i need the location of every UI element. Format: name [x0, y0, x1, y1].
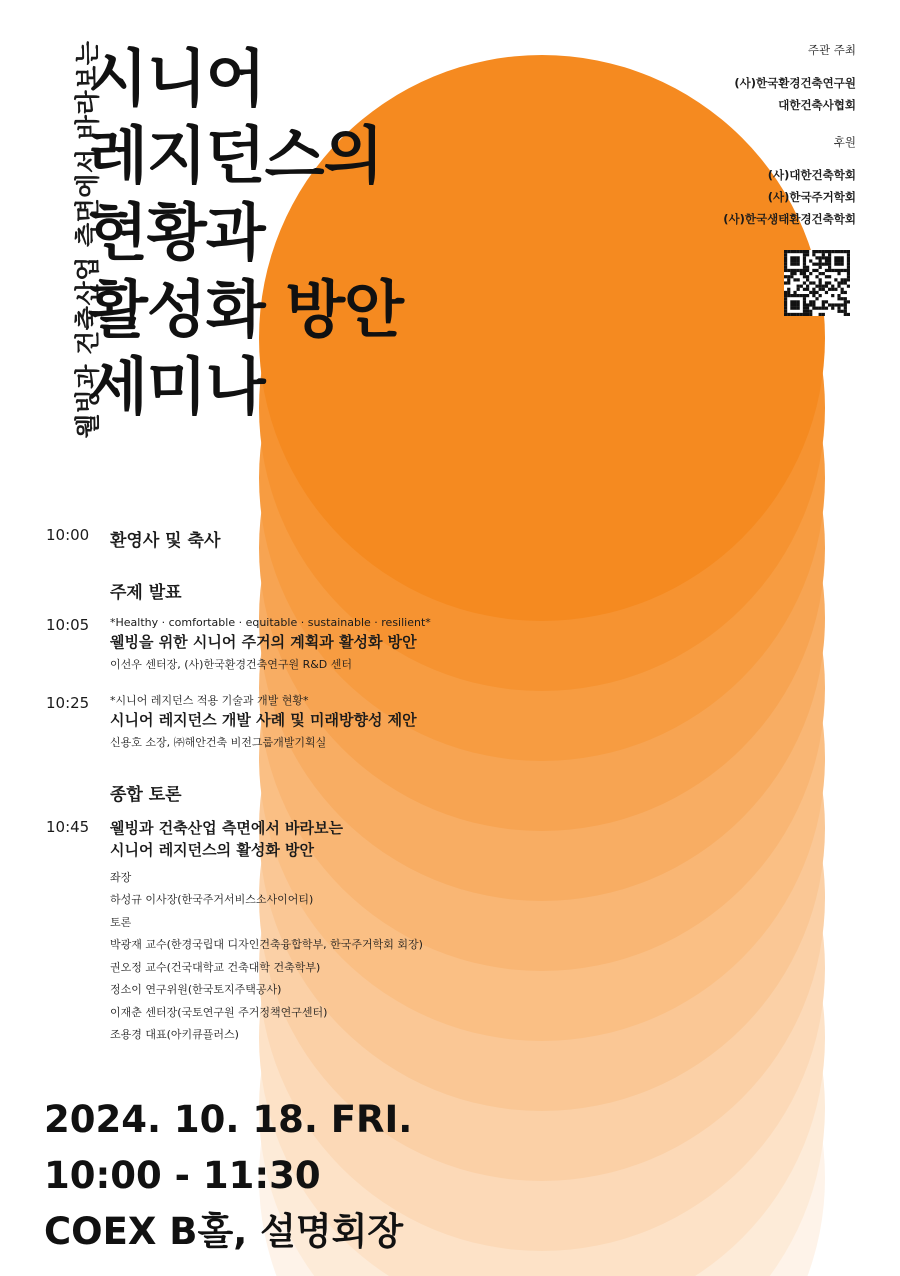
sponsor-item: (사)한국생태환경건축학회	[723, 212, 856, 226]
event-venue: COEX B홀, 설명회장	[44, 1210, 404, 1253]
host-item: 대한건축사협회	[778, 98, 856, 112]
event-info	[44, 1092, 412, 1260]
chair-name: 하성규 이사장(한국주거서비스소사이어티)	[110, 893, 314, 906]
seminar-title	[88, 40, 528, 425]
title-line: 세미나	[88, 350, 265, 423]
talk-speaker: 신용호 소장, ㈜해안건축 비전그룹개발기획실	[110, 736, 327, 749]
vertical-subtitle-text: 웰빙과 건축산업 측면에서 바라보는	[73, 40, 102, 438]
discussant-label: 토론	[110, 915, 132, 929]
time-label: 10:45	[46, 818, 90, 836]
title-line: 레지던스의	[88, 119, 383, 192]
program-schedule	[46, 526, 606, 1047]
organizers	[596, 42, 856, 230]
talk-title: 웰빙을 위한 시니어 주거의 계획과 활성화 방안	[110, 633, 417, 651]
title-line: 시니어	[88, 42, 265, 115]
time-label: 10:25	[46, 694, 90, 712]
panel-title: 웰빙과 건축산업 측면에서 바라보는	[110, 819, 344, 837]
time-label: 10:00	[46, 526, 90, 544]
discussant-item: 정소이 연구위원(한국토지주택공사)	[110, 983, 282, 996]
program-item-welcome	[46, 526, 606, 551]
sponsor-item: (사)한국주거학회	[767, 190, 856, 204]
event-date: 2024. 10. 18. FRI.	[44, 1098, 413, 1141]
host-label: 주관 주최	[807, 43, 856, 57]
sponsor-item: (사)대한건축학회	[767, 168, 856, 182]
sponsor-label: 후원	[833, 135, 856, 149]
discussant-item: 박광재 교수(한경국립대 디자인건축융합학부, 한국주거학회 회장)	[110, 938, 423, 951]
talk-tag: *시니어 레지던스 적용 기술과 개발 현황*	[110, 694, 309, 707]
section-heading-panel: 종합 토론	[110, 785, 182, 805]
discussant-item: 이재춘 센터장(국토연구원 주거정책연구센터)	[110, 1005, 328, 1019]
welcome-title: 환영사 및 축사	[110, 531, 221, 551]
title-line: 현황과	[88, 196, 265, 269]
talk-title: 시니어 레지던스 개발 사례 및 미래방향성 제안	[110, 711, 417, 729]
qr-code-icon[interactable]	[784, 250, 850, 316]
event-time: 10:00 - 11:30	[44, 1154, 321, 1197]
program-item-panel	[46, 817, 606, 1047]
chair-label: 좌장	[110, 871, 132, 884]
discussant-item: 권오정 교수(건국대학교 건축대학 건축학부)	[110, 960, 321, 974]
title-line: 활성화 방안	[88, 273, 404, 346]
section-heading-talks: 주제 발표	[110, 583, 182, 603]
panel-title: 시니어 레지던스의 활성화 방안	[110, 841, 315, 859]
host-item: (사)한국환경건축연구원	[734, 76, 856, 90]
program-item-talk	[46, 693, 606, 752]
time-label: 10:05	[46, 616, 90, 634]
program-item-talk	[46, 615, 606, 674]
talk-tag: *Healthy · comfortable · equitable · sustainable · resilient*	[110, 616, 431, 629]
talk-speaker: 이선우 센터장, (사)한국환경건축연구원 R&D 센터	[110, 658, 353, 671]
discussant-item: 조용경 대표(아키큐플러스)	[110, 1028, 239, 1041]
